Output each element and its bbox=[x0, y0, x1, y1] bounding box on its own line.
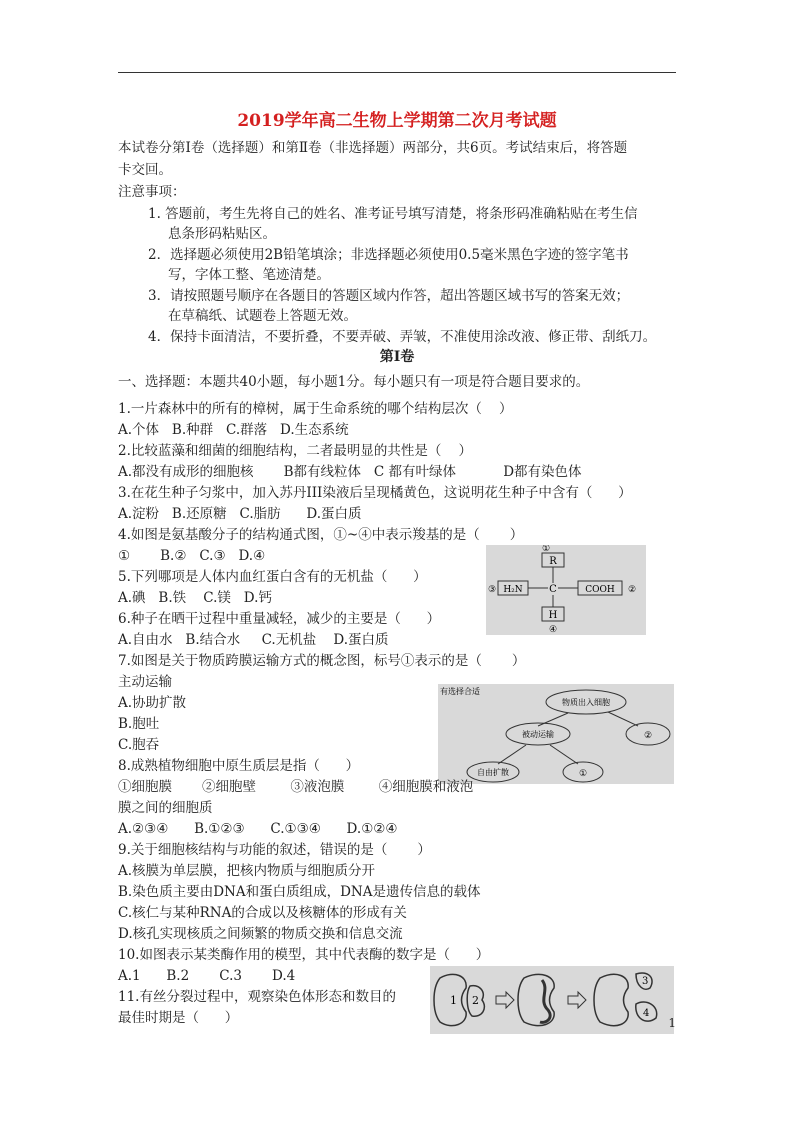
fig-c: C bbox=[549, 584, 557, 595]
q3-options: A.淀粉 B.还原糖 C.脂肪 D.蛋白质 bbox=[118, 506, 362, 522]
q8-options: A.②③④ B.①②③ C.①③④ D.①②④ bbox=[118, 821, 398, 837]
notice-2b: 写，字体工整、笔迹清楚。 bbox=[168, 267, 330, 283]
fig-n4: ④ bbox=[548, 625, 558, 635]
q8-items: ①细胞膜 ②细胞壁 ③液泡膜 ④细胞膜和液泡 bbox=[118, 779, 474, 795]
q6-options: A.自由水 B.结合水 C.无机盐 D.蛋白质 bbox=[118, 632, 389, 648]
q2: 2.比较蓝藻和细菌的细胞结构，二者最明显的共性是（ ） bbox=[118, 443, 473, 459]
fig-h2n: H₂N bbox=[503, 585, 523, 595]
q9-option-a: A.核膜为单层膜，把核内物质与细胞质分开 bbox=[118, 863, 376, 879]
fig-h: H bbox=[548, 610, 558, 621]
q3: 3.在花生种子匀浆中，加入苏丹III染液后呈现橘黄色，这说明花生种子中含有（ ） bbox=[118, 485, 632, 501]
fig-t-c1: ① bbox=[578, 769, 588, 779]
fig-n3: ③ bbox=[487, 585, 497, 595]
q8: 8.成熟植物细胞中原生质层是指（ ） bbox=[118, 758, 360, 774]
fig-t-top: 物质出入细胞 bbox=[562, 698, 610, 707]
intro-line-2: 卡交回。 bbox=[118, 162, 172, 178]
q5: 5.下列哪项是人体内血红蛋白含有的无机盐（ ） bbox=[118, 569, 427, 585]
q11-cont: 最佳时期是（ ） bbox=[118, 1010, 239, 1026]
notice-heading: 注意事项： bbox=[118, 184, 186, 200]
q10-options: A.1 B.2 C.3 D.4 bbox=[118, 968, 296, 984]
q7-option-a: 主动运输 bbox=[118, 674, 172, 690]
q4-options: ① B.② C.③ D.④ bbox=[118, 548, 266, 564]
q7-option-b: A.协助扩散 bbox=[118, 695, 187, 711]
q7-option-d: C.胞吞 bbox=[118, 737, 160, 753]
notice-4: 4．保持卡面清洁，不要折叠，不要弄破、弄皱，不准使用涂改液、修正带、刮纸刀。 bbox=[148, 329, 657, 345]
q9-option-b: B.染色质主要由DNA和蛋白质组成，DNA是遗传信息的载体 bbox=[118, 884, 481, 900]
fig-e-l3: 3 bbox=[642, 976, 649, 987]
q9-option-d: D.核孔实现核质之间频繁的物质交换和信息交流 bbox=[118, 926, 403, 942]
fig-n1: ① bbox=[541, 545, 551, 554]
transport-figure bbox=[438, 684, 674, 784]
fig-r: R bbox=[549, 556, 557, 567]
q6: 6.种子在晒干过程中重量减轻，减少的主要是（ ） bbox=[118, 611, 441, 627]
fig-t-header: 有选择合适 bbox=[440, 687, 480, 696]
amino-acid-diagram bbox=[486, 545, 646, 635]
enzyme-figure bbox=[430, 966, 674, 1034]
q10: 10.如图表示某类酶作用的模型，其中代表酶的数字是（ ） bbox=[118, 947, 490, 963]
notice-3b: 在草稿纸、试题卷上答题无效。 bbox=[168, 308, 357, 324]
header-rule bbox=[118, 72, 676, 73]
notice-1b: 息条形码粘贴区。 bbox=[168, 226, 276, 242]
page-title: 2019学年高二生物上学期第二次月考试题 bbox=[237, 111, 557, 131]
fig-cooh: COOH bbox=[585, 585, 615, 595]
section-title: 第Ⅰ卷 bbox=[379, 349, 415, 365]
fig-n2: ② bbox=[627, 585, 637, 595]
fig-t-passive: 被动运输 bbox=[522, 730, 554, 739]
q1-options: A.个体 B.种群 C.群落 D.生态系统 bbox=[118, 422, 349, 438]
fig-t-c2: ② bbox=[643, 731, 653, 741]
q7: 7.如图是关于物质跨膜运输方式的概念图，标号①表示的是（ ） bbox=[118, 653, 526, 669]
q11: 11.有丝分裂过程中，观察染色体形态和数目的 bbox=[118, 989, 396, 1005]
q1: 1.一片森林中的所有的樟树，属于生命系统的哪个结构层次（ ） bbox=[118, 401, 513, 417]
q7-option-c: B.胞吐 bbox=[118, 716, 160, 732]
fig-t-free: 自由扩散 bbox=[477, 768, 509, 777]
section-intro: 一、选择题：本题共40小题，每小题1分。每小题只有一项是符合题目要求的。 bbox=[118, 374, 590, 390]
notice-1a: 1. 答题前，考生先将自己的姓名、准考证号填写清楚，将条形码准确粘贴在考生信 bbox=[148, 206, 638, 222]
fig-e-l4: 4 bbox=[643, 1008, 650, 1019]
intro-line-1: 本试卷分第Ⅰ卷（选择题）和第Ⅱ卷（非选择题）两部分，共6页。考试结束后，将答题 bbox=[118, 140, 628, 156]
fig-e-l2: 2 bbox=[472, 994, 479, 1007]
amino-acid-figure bbox=[486, 545, 646, 635]
notice-3a: 3．请按照题号顺序在各题目的答题区域内作答，超出答题区域书写的答案无效； bbox=[148, 288, 630, 304]
q4: 4.如图是氨基酸分子的结构通式图，①~④中表示羧基的是（ ） bbox=[118, 527, 524, 543]
q8-items-cont: 膜之间的细胞质 bbox=[118, 800, 213, 816]
q5-options: A.碘 B.铁 C.镁 D.钙 bbox=[118, 590, 272, 606]
enzyme-diagram bbox=[430, 966, 674, 1034]
fig-e-l1: 1 bbox=[450, 994, 457, 1007]
q2-options: A.都没有成形的细胞核 B都有线粒体 C 都有叶绿体 D都有染色体 bbox=[118, 464, 582, 480]
q9-option-c: C.核仁与某种RNA的合成以及核糖体的形成有关 bbox=[118, 905, 407, 921]
q9: 9.关于细胞核结构与功能的叙述，错误的是（ ） bbox=[118, 842, 431, 858]
notice-2a: 2．选择题必须使用2B铅笔填涂；非选择题必须使用0.5毫米黑色字迹的签字笔书 bbox=[148, 247, 629, 263]
page-number: 1 bbox=[668, 1016, 676, 1030]
transport-diagram bbox=[438, 684, 674, 784]
